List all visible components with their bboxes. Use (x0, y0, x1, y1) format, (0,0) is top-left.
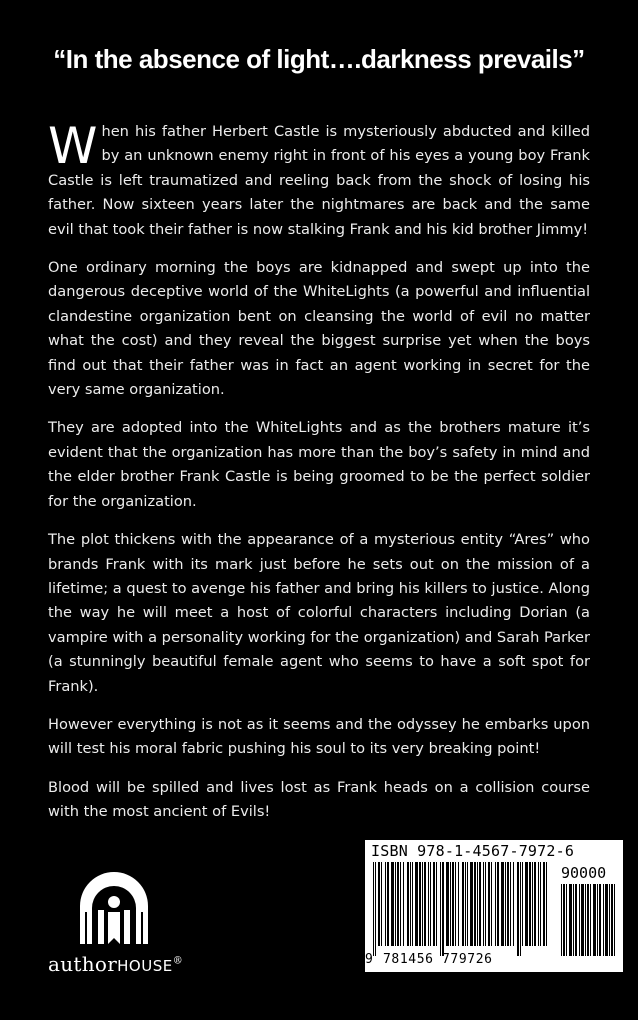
barcode-bar (501, 862, 504, 946)
barcode-bar (579, 884, 580, 956)
barcode-bar (407, 862, 409, 946)
publisher-logo (48, 872, 208, 982)
wordmark-author: author (48, 952, 118, 976)
barcode-bar (410, 862, 411, 946)
wordmark-house: HOUSE (117, 957, 173, 975)
barcode-bar (422, 862, 423, 946)
addon-barcode-bars (561, 884, 617, 956)
barcode-bar (546, 862, 547, 946)
barcode-bar (479, 862, 481, 946)
barcode-bar (590, 884, 591, 956)
barcode-bar (415, 862, 418, 946)
ean-digits: 781456 779726 (383, 952, 493, 967)
barcode-bar (532, 862, 533, 946)
barcode-bar (538, 862, 539, 946)
barcode-bar (563, 884, 565, 956)
barcode-bar (529, 862, 531, 946)
barcode-bar (433, 862, 435, 946)
barcode-bar (446, 862, 449, 946)
barcode-bar (505, 862, 506, 946)
barcode-bar (387, 862, 389, 946)
barcode-bar (373, 862, 374, 956)
barcode-bar (543, 862, 545, 946)
barcode-bar (585, 884, 586, 956)
ean-barcode-bars (373, 862, 549, 956)
barcode-bar (403, 862, 404, 946)
isbn-barcode (365, 840, 623, 972)
blurb-paragraph-2: One ordinary morning the boys are kidnapped and swept up into the dangerous deceptive world of the WhiteLights (a powerful and influential clandestine organization bent on cleansing the world of evil no matter what the cost) and they reveal the biggest surprise yet when the boys find out that their father was in fact an agent working in secret for the very same organization. (48, 259, 590, 399)
barcode-bar (609, 884, 610, 956)
barcode-bar (483, 862, 484, 946)
barcode-bar (611, 884, 613, 956)
barcode-bar (462, 862, 464, 946)
barcode-bar (605, 884, 608, 956)
blurb-paragraph-6: Blood will be spilled and lives lost as Frank heads on a collision course with the most ancient of Evils! (48, 778, 590, 821)
barcode-bar (467, 862, 468, 946)
barcode-bar (597, 884, 598, 956)
barcode-bar (510, 862, 511, 946)
barcode-bar (488, 862, 490, 946)
barcode-bar (517, 862, 519, 956)
barcode-bar (587, 884, 589, 956)
barcode-bar (599, 884, 601, 956)
barcode-bar (593, 884, 596, 956)
ean-first-digit: 9 (365, 952, 373, 967)
barcode-bar (400, 862, 401, 946)
barcode-bar (534, 862, 536, 946)
barcode-bar (458, 862, 459, 946)
blurb-paragraph-5: However everything is not as it seems and the odyssey he embarks upon will test his moral fabric pushing his soul to its very breaking point! (48, 715, 590, 758)
barcode-bar (450, 862, 451, 946)
barcode-bar (452, 862, 454, 946)
barcode-bar (430, 862, 431, 946)
authorhouse-logo-icon (72, 872, 156, 946)
barcode-bar (497, 862, 499, 946)
barcode-bar (470, 862, 473, 946)
barcode-bar (440, 862, 441, 956)
blurb-paragraph-1-text: hen his father Herbert Castle is mysteriously abducted and killed by an unknown enemy right in front of his eyes a young boy Frank Castle is left traumatized and reeling back from the shock of losing his father. Now sixteen years later the nightmares are back and the same evil that took their father is now stalking Frank and his kid brother Jimmy! (48, 123, 590, 238)
barcode-bar (513, 862, 514, 946)
barcode-bar (573, 884, 574, 956)
price-code: 90000 (561, 864, 607, 882)
barcode-bar (575, 884, 577, 956)
barcode-bar (569, 884, 572, 956)
barcode-bar (442, 862, 444, 956)
barcode-bar (419, 862, 421, 946)
tagline: “In the absence of light….darkness prevails” (53, 44, 585, 74)
barcode-bar (412, 862, 413, 946)
barcode-bar (424, 862, 426, 946)
barcode-bar (495, 862, 496, 946)
back-cover-blurb (48, 117, 590, 839)
barcode-bar (428, 862, 429, 946)
barcode-bar (477, 862, 478, 946)
barcode-bar (561, 884, 562, 956)
barcode-bar (397, 862, 399, 946)
barcode-bar (540, 862, 541, 946)
barcode-bar (378, 862, 380, 946)
blurb-paragraph-1 (48, 117, 590, 242)
barcode-bar (603, 884, 604, 956)
barcode-bar (436, 862, 437, 946)
barcode-bar (391, 862, 394, 946)
barcode-bar (375, 862, 376, 956)
barcode-bar (581, 884, 584, 956)
barcode-bar (381, 862, 382, 946)
barcode-bar (491, 862, 492, 946)
barcode-bar (522, 862, 523, 946)
barcode-bar (507, 862, 509, 946)
blurb-paragraph-4: The plot thickens with the appearance of a mysterious entity “Ares” who brands Frank with its mark just before he sets out on the mission of a lifetime; a quest to avenge his father and bring his killers to justice. Along the way he will meet a host of colorful characters including Dorian (a vampire with a personality working for the organization) and Sarah Parker (a stunningly beautiful female agent who seems to have a soft spot for Frank). (48, 531, 590, 695)
barcode-bar (614, 884, 615, 956)
isbn-number: ISBN 978-1-4567-7972-6 (371, 842, 575, 860)
barcode-bar (474, 862, 476, 946)
barcode-bar (465, 862, 466, 946)
drop-cap: W (48, 117, 98, 175)
registered-mark: ® (172, 955, 184, 967)
blurb-paragraph-3: They are adopted into the WhiteLights and as the brothers mature it’s evident that the organization has more than the boy’s safety in mind and the elder brother Frank Castle is being groomed to be the perfect soldier for the organization. (48, 419, 590, 510)
barcode-bar (485, 862, 486, 946)
barcode-bar (455, 862, 456, 946)
barcode-bar (385, 862, 386, 946)
barcode-bar (520, 862, 521, 956)
barcode-bar (525, 862, 528, 946)
barcode-bar (566, 884, 567, 956)
publisher-wordmark (48, 952, 183, 976)
barcode-bar (395, 862, 396, 946)
